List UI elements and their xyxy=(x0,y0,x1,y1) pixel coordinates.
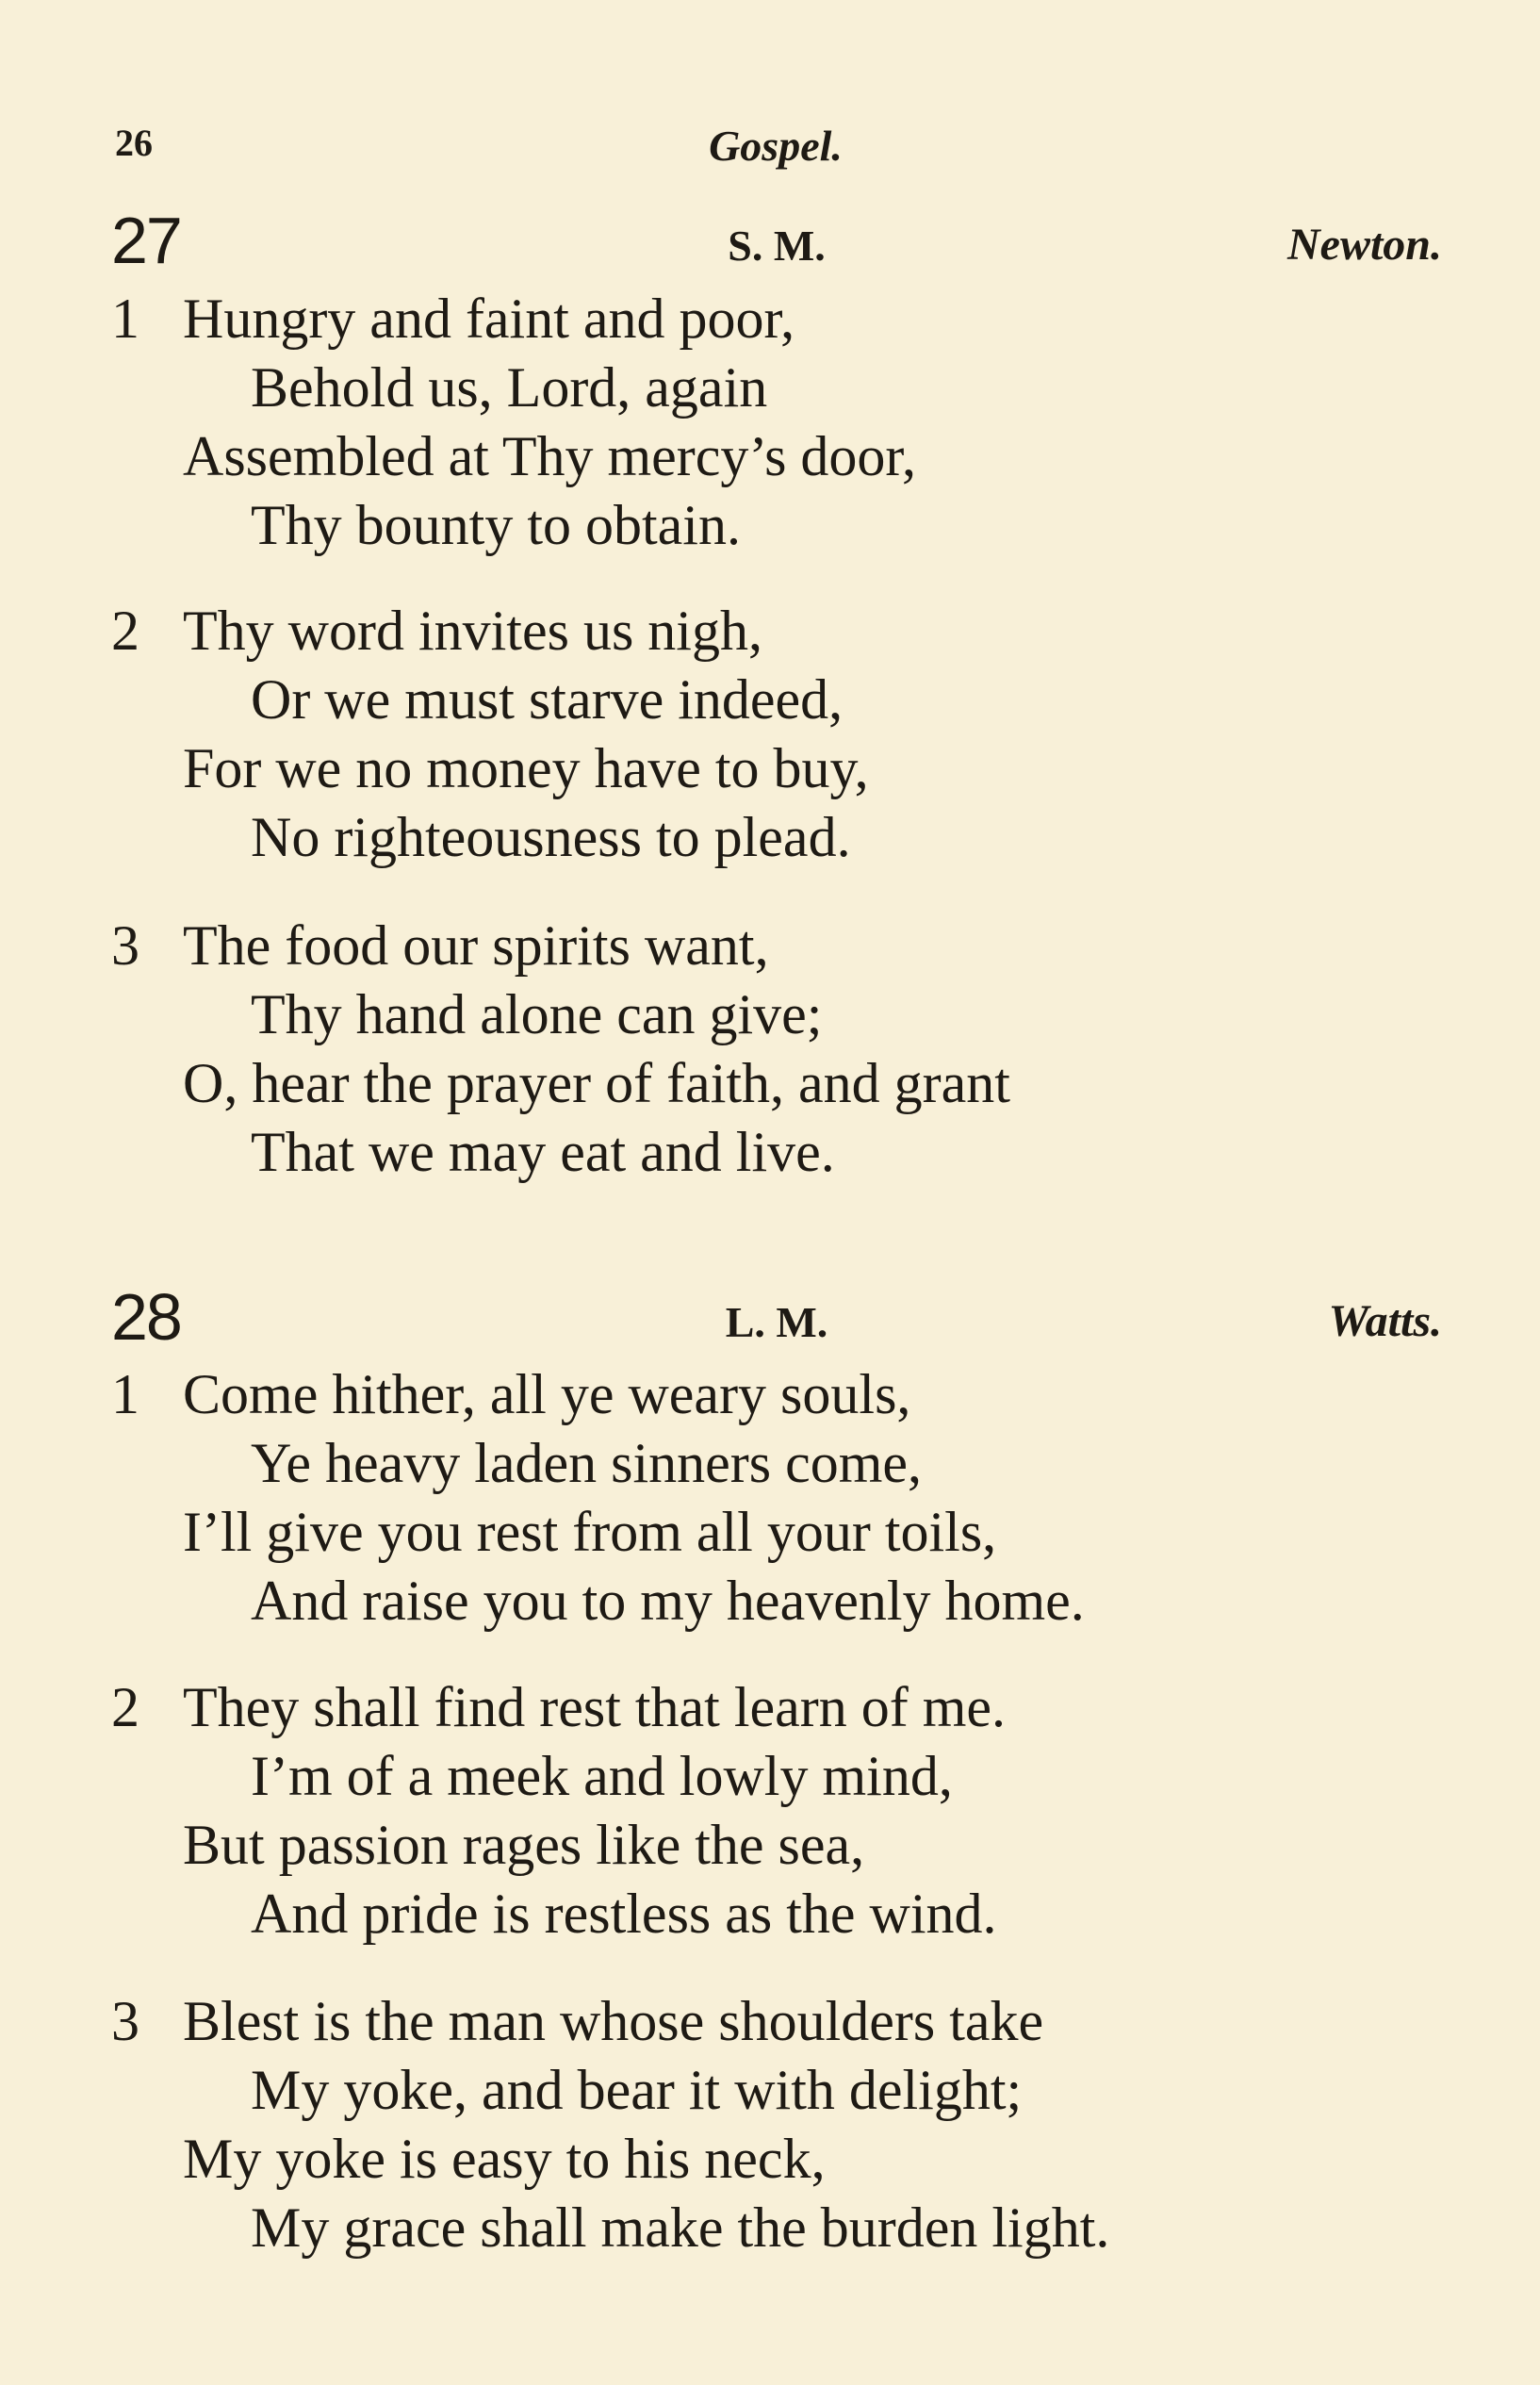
verse-line xyxy=(111,1811,1450,1880)
verse-text: Behold us, Lord, again xyxy=(251,356,768,419)
verse-line xyxy=(111,912,1450,980)
verse-text: Thy hand alone can give; xyxy=(251,983,823,1045)
verse-text: Or we must starve indeed, xyxy=(251,668,844,731)
verse-line xyxy=(111,597,1450,666)
verse-text: But passion rages like the sea, xyxy=(183,1814,865,1876)
running-head xyxy=(111,121,1440,177)
verse-line xyxy=(111,2056,1450,2125)
verse-line xyxy=(111,980,1450,1049)
stanza xyxy=(111,1987,1450,2262)
verse-text: No righteousness to plead. xyxy=(251,806,851,868)
verse-text: My yoke is easy to his neck, xyxy=(183,2128,826,2190)
verse-line xyxy=(111,2194,1450,2262)
verse-text: I’ll give you rest from all your toils, xyxy=(183,1501,997,1563)
verse-line xyxy=(111,422,1450,491)
verse-number: 3 xyxy=(111,1990,139,2052)
verse-text: Ye heavy laden sinners come, xyxy=(251,1432,923,1494)
stanza xyxy=(111,1360,1450,1636)
stanza xyxy=(111,1673,1450,1949)
verse-line xyxy=(111,1880,1450,1949)
hymn-number: 27 xyxy=(111,204,181,277)
verse-number: 1 xyxy=(111,288,139,350)
verse-text: And pride is restless as the wind. xyxy=(251,1883,997,1945)
verse-line xyxy=(111,1742,1450,1811)
verse-text: Blest is the man whose shoulders take xyxy=(183,1990,1044,2052)
stanza xyxy=(111,912,1450,1187)
verse-line xyxy=(111,491,1450,560)
verse-number: 1 xyxy=(111,1363,139,1425)
verse-text: For we no money have to buy, xyxy=(183,737,869,799)
verse-text: Come hither, all ye weary souls, xyxy=(183,1363,911,1425)
verse-line xyxy=(111,1049,1450,1118)
verse-line xyxy=(111,1987,1450,2056)
verse-line xyxy=(111,2125,1450,2194)
verse-text: Thy bounty to obtain. xyxy=(251,494,741,556)
verse-number: 2 xyxy=(111,600,139,662)
verse-text: O, hear the prayer of faith, and grant xyxy=(183,1052,1010,1114)
verse-line xyxy=(111,803,1450,872)
verse-text: I’m of a meek and lowly mind, xyxy=(251,1745,953,1807)
hymn-number: 28 xyxy=(111,1280,181,1354)
stanza xyxy=(111,597,1450,872)
hymn-header xyxy=(111,198,1442,277)
verse-text: Hungry and faint and poor, xyxy=(183,288,795,350)
verse-text: The food our spirits want, xyxy=(183,914,769,977)
verse-text: My yoke, and bear it with delight; xyxy=(251,2059,1023,2121)
verse-line xyxy=(111,666,1450,734)
verse-text: My grace shall make the burden light. xyxy=(251,2196,1110,2259)
verse-line xyxy=(111,1360,1450,1429)
verse-number: 3 xyxy=(111,914,139,977)
verse-line xyxy=(111,1567,1450,1636)
verse-text: Assembled at Thy mercy’s door, xyxy=(183,425,917,487)
hymn-meter: L. M. xyxy=(725,1298,828,1346)
verse-line xyxy=(111,1673,1450,1742)
verse-line xyxy=(111,285,1450,354)
verse-text: Thy word invites us nigh, xyxy=(183,600,762,662)
verse-line xyxy=(111,1498,1450,1567)
stanza xyxy=(111,285,1450,560)
verse-text: And raise you to my heavenly home. xyxy=(251,1570,1085,1632)
verse-text: They shall find rest that learn of me. xyxy=(183,1676,1007,1738)
verse-line xyxy=(111,1429,1450,1498)
verse-line xyxy=(111,734,1450,803)
running-title: Gospel. xyxy=(709,122,843,170)
hymn-header xyxy=(111,1275,1442,1354)
page-number: 26 xyxy=(115,122,153,164)
verse-line xyxy=(111,1118,1450,1187)
hymn-author: Newton. xyxy=(1286,220,1442,270)
verse-line xyxy=(111,354,1450,422)
hymn-author: Watts. xyxy=(1328,1296,1442,1346)
verse-text: That we may eat and live. xyxy=(251,1121,835,1183)
verse-number: 2 xyxy=(111,1676,139,1738)
hymn-meter: S. M. xyxy=(728,222,826,270)
